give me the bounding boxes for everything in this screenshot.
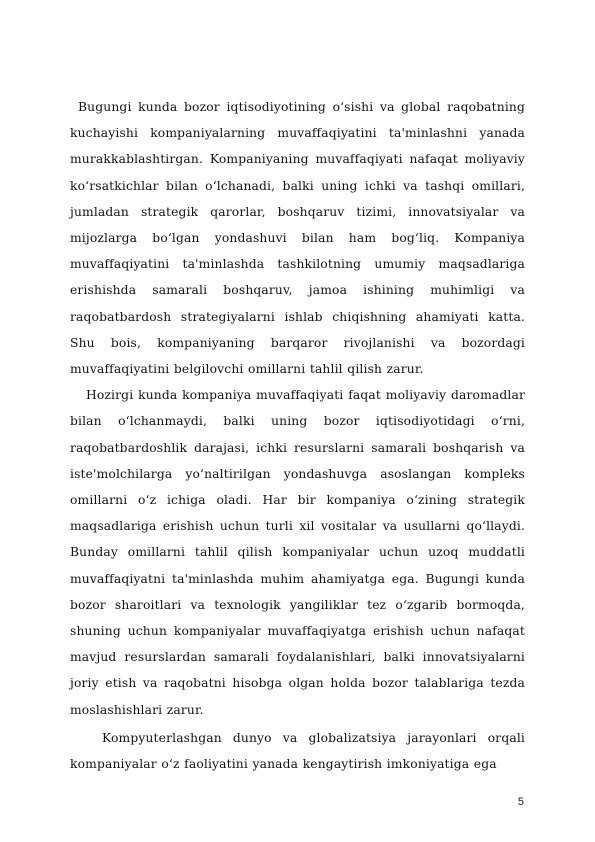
paragraph-2: Hozirgi kunda kompaniya muvaffaqiyati faqat moliyaviy daromadlar bilan o‘lchanmaydi, balki uning bozor iqtisodiyotidagi o‘rni, raqobatbardoshlik darajasi, ichki resurslarni samarali boshqarish va iste'molchilarga yo‘naltirilgan yondashuvga asoslangan kompleks omillarni o‘z ichiga oladi. Har bir kompaniya o‘zining strategik maqsadlariga erishish uchun turli xil vositalar va usullarni qo‘llaydi. Bunday omillarni tahlil qilish kompaniyalar uchun uzoq muddatli muvaffaqiyatni ta'minlashda muhim ahamiyatga ega. Bugungi kunda bozor sharoitlari va texnologik yangiliklar tez o‘zgarib bormoqda, shuning uchun kompaniyalar muvaffaqiyatga erishish uchun nafaqat mavjud resurslardan samarali foydalanishlari, balki innovatsiyalarni joriy etish va raqobatni hisobga olgan holda bozor talablariga tezda moslashishlari zarur. xyxy=(70,388,525,717)
paragraph-3: Kompyuterlashgan dunyo va globalizatsiya jarayonlari orqali kompaniyalar o‘z faoliyatini yanada kengaytirish imkoniyatiga ega xyxy=(70,730,525,772)
page-number: 5 xyxy=(517,796,524,808)
paragraph-1: Bugungi kunda bozor iqtisodiyotining o‘sishi va global raqobatning kuchayishi kompaniyalarning muvaffaqiyatini ta'minlashni yanada murakkablashtirgan. Kompaniyaning muvaffaqiyati nafaqat moliyaviy ko‘rsatkichlar bilan o‘lchanadi, balki uning ichki va tashqi omillari, jumladan strategik qarorlar, boshqaruv tizimi, innovatsiyalar va mijozlarga bo‘lgan yondashuvi bilan ham bog‘liq. Kompaniya muvaffaqiyatini ta'minlashda tashkilotning umumiy maqsadlariga erishishda samarali boshqaruv, jamoa ishining muhimligi va raqobatbardosh strategiyalarni ishlab chiqishning ahamiyati katta. Shu bois, kompaniyaning barqaror rivojlanishi va bozordagi muvaffaqiyatini belgilovchi omillarni tahlil qilish zarur. xyxy=(70,100,525,377)
document-body xyxy=(70,94,525,777)
